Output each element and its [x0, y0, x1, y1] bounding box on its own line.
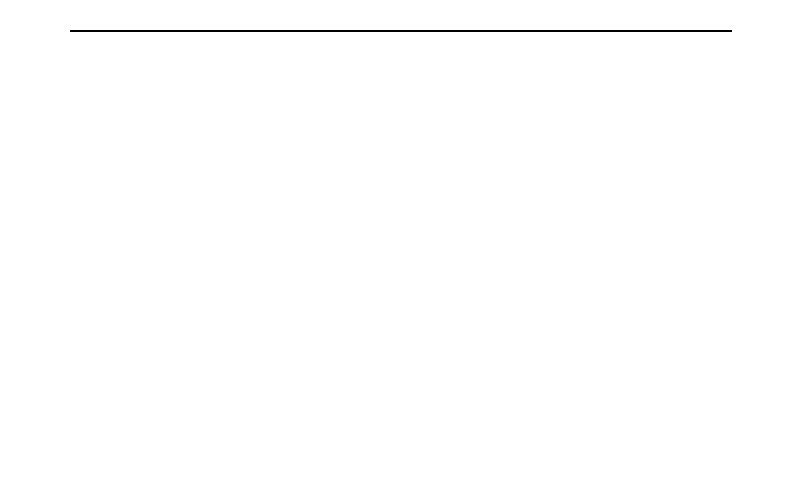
technical-details-table — [70, 30, 732, 32]
